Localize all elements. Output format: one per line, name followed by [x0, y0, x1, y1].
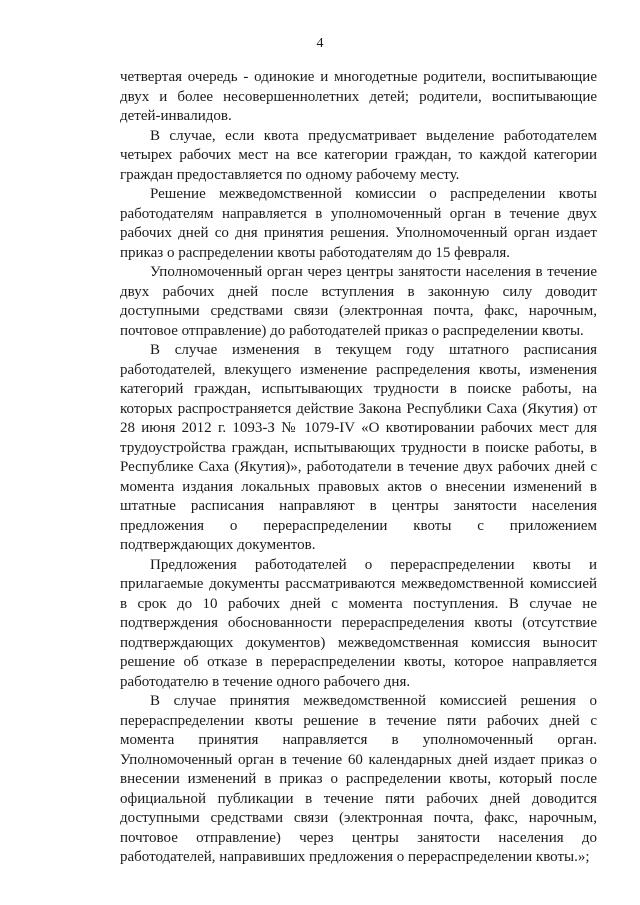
paragraph: Решение межведомственной комиссии о распределении квоты работодателям направляется в уполномоченный орган в течение двух рабочих дней со дня принятия решения. Уполномоченный орган издает приказ о распределении квоты работодателям до 15 февраля. [120, 186, 597, 261]
paragraph: Предложения работодателей о перераспределении квоты и прилагаемые документы рассматриваются межведомственной комиссией в срок до 10 рабочих дней с момента поступления. В случае не подтверждения обоснованности перераспределения квоты (отсутствие подтверждающих документов) межведомственная комиссия выносит решение об отказе в перераспределении квоты, которое направляется работодателю в течение одного рабочего дня. [120, 556, 597, 690]
paragraph: В случае, если квота предусматривает выделение работодателем четырех рабочих мест на все категории граждан, то каждой категории граждан предоставляется по одному рабочему месту. [120, 127, 597, 183]
paragraph: В случае принятия межведомственной комиссией решения о перераспределении квоты решение в течение пяти рабочих дней с момента принятия направляется в уполномоченный орган. Уполномоченный орган в течение 60 календарных дней издает приказ о внесении изменений в приказ о распределении квоты, который после официальной публикации в течение пяти рабочих дней доводится доступными средствами связи (электронная почта, факс, нарочным, почтовое отправление) через центры занятости населения до работодателей, направивших предложения о перераспределении квоты.»; [120, 693, 597, 865]
paragraph: В случае изменения в текущем году штатного расписания работодателей, влекущего изменение распределения квоты, изменения категорий граждан, испытывающих трудности в поиске работы, на которых распространяется действие Закона Республики Саха (Якутия) от 28 июня 2012 г. 1093-З № 1079-IV «О квотировании рабочих мест для трудоустройства граждан, испытывающих трудности в поиске работы, в Республике Саха (Якутия)», работодатели в течение двух рабочих дней с момента издания локальных правовых актов о внесении изменений в штатные расписания направляют в центры занятости населения предложения о перераспределении квоты с приложением подтверждающих документов. [120, 342, 597, 553]
document-body [120, 68, 597, 868]
page-number: 4 [316, 36, 324, 51]
paragraph-continuation: четвертая очередь - одинокие и многодетные родители, воспитывающие двух и более несовершеннолетних детей; родители, воспитывающие детей-инвалидов. [120, 69, 597, 124]
paragraph: Уполномоченный орган через центры занятости населения в течение двух рабочих дней после вступления в законную силу доводит доступными средствами связи (электронная почта, факс, нарочным, почтовое отправление) до работодателей приказ о распределении квоты. [120, 264, 597, 339]
